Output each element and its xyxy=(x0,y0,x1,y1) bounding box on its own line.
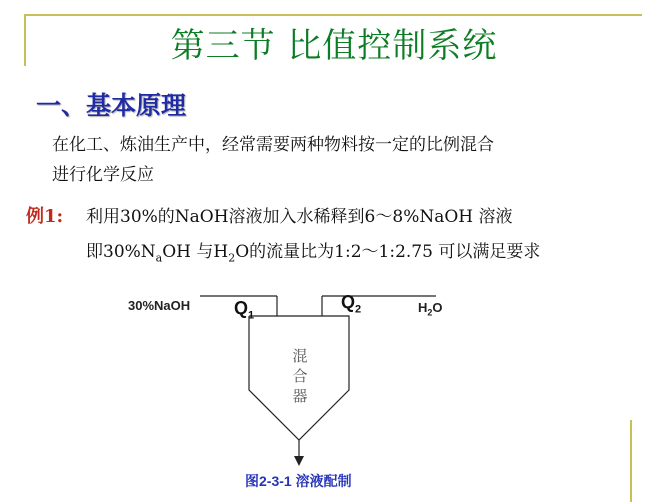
figure-caption: 图2-3-1 溶液配制 xyxy=(245,473,352,489)
q1-subscript: 1 xyxy=(248,309,255,322)
q1-letter: Q xyxy=(234,298,249,318)
example-line-2-part-b: OH 与H xyxy=(162,242,229,262)
water-sub: 2 xyxy=(427,307,433,318)
example-line-1: 利用30%的NaOH溶液加入水稀释到6～8%NaOH 溶液 xyxy=(86,207,513,227)
water-o: O xyxy=(432,300,443,315)
outlet-arrow-head xyxy=(294,456,304,466)
naoh-stream-label: 30%NaOH xyxy=(128,298,191,313)
intro-line-2: 进行化学反应 xyxy=(52,165,154,185)
q1-flow-label xyxy=(234,298,254,322)
mixer-char-2: 合 xyxy=(292,367,308,385)
section-heading: 一、基本原理 xyxy=(36,91,187,120)
slide-title: 第三节 比值控制系统 xyxy=(170,26,498,66)
q2-flow-label xyxy=(341,292,361,316)
example-line-2-part-a: 即30%N xyxy=(86,242,156,262)
q2-letter: Q xyxy=(341,292,356,312)
example-line-2-part-c: O的流量比为1:2～1:2.75 可以满足要求 xyxy=(235,242,541,262)
example-line-2-sub-a: a xyxy=(155,251,163,265)
intro-line-1: 在化工、炼油生产中，经常需要两种物料按一定的比例混合 xyxy=(52,135,494,155)
mixer-char-1: 混 xyxy=(292,347,308,365)
water-stream-label xyxy=(418,300,443,318)
example-label: 例1: xyxy=(26,206,64,227)
water-h: H xyxy=(418,300,428,315)
mixer-char-3: 器 xyxy=(292,387,308,405)
mixer-label xyxy=(289,346,311,406)
example-line-2-sub-b: 2 xyxy=(228,251,236,265)
q2-subscript: 2 xyxy=(355,303,362,316)
